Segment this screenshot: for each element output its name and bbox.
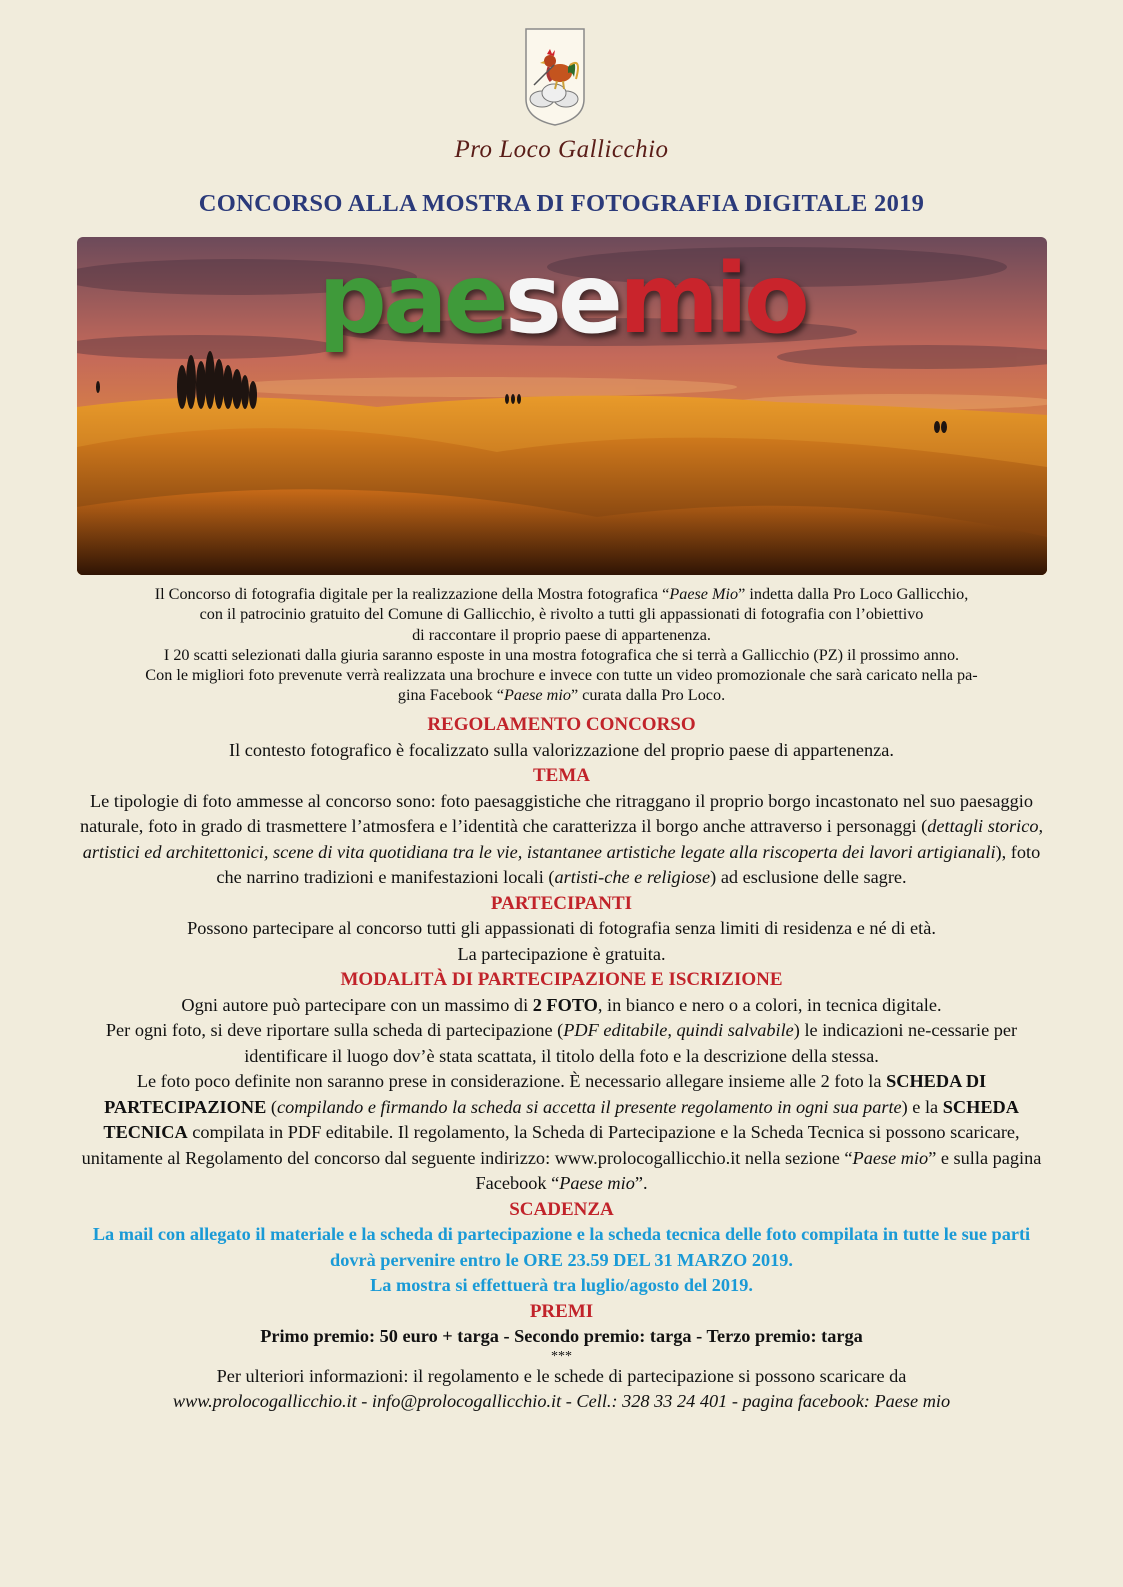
heading-scadenza: SCADENZA [509, 1198, 614, 1220]
contacts-line: www.prolocogallicchio.it - info@prolocogallicchio.it - Cell.: 328 33 24 401 - pagina facebook: Paese mio [172, 1391, 951, 1411]
separator-stars: *** [551, 1348, 572, 1364]
tema-text: Le tipologie di foto ammesse al concorso sono: foto paesaggistiche che ritraggano il proprio borgo incastonato nel suo paesaggio naturale, foto in grado di trasmettere l’atmosfera e l’identità che caratterizza il borgo anche attraverso i personaggi (dettagli storico, artistici ed architettonici, scene di vita quotidiana tra le vie, istantanee artistiche legate alla riscoperta dei lavori artigianali), foto che narrino tradizioni e manifestazioni locali (artisti-che e religiose) ad esclusione delle sagre. [79, 790, 1044, 887]
heading-modalita: MODALITÀ DI PARTECIPAZIONE E ISCRIZIONE [340, 969, 783, 990]
heading-tema: TEMA [533, 765, 590, 786]
banner-image [77, 237, 1047, 575]
more-info: Per ulteriori informazioni: il regolamento e le schede di partecipazione si possono scaricare da [216, 1365, 907, 1386]
prizes-line: Primo premio: 50 euro + targa - Secondo premio: targa - Terzo premio: targa [260, 1326, 863, 1346]
exhibition-dates: La mostra si effettuerà tra luglio/agosto del 2019. [370, 1275, 753, 1295]
coat-of-arms-logo [524, 27, 586, 127]
page-title: CONCORSO ALLA MOSTRA DI FOTOGRAFIA DIGITALE 2019 [198, 190, 925, 217]
brand-name: Pro Loco Gallicchio [454, 136, 669, 163]
rules-section: REGOLAMENTO CONCORSO Il contesto fotografico è focalizzato sulla valorizzazione del proprio paese di appartenenza. TEMA Le tipologie di foto ammesse al concorso sono: foto paesaggistiche che ritraggano il proprio borgo incastonato nel suo paesaggio naturale, foto in grado di trasmettere l’atmosfera e l’identità che caratterizza il borgo anche attraverso i personaggi (dettagli storico, artistici ed architettonici, scene di vita quotidiana tra le vie, istantanee artistiche legate alla riscoperta dei lavori artigianali), foto che narrino tradizioni e manifestazioni locali (artisti-che e religiose) ad esclusione delle sagre. PARTECIPANTI Possono partecipare al concorso tutti gli appassionati di fotografia senza limiti di residenza e né di età. La partecipazione è gratuita. MODALITÀ DI PARTECIPAZIONE E ISCRIZIONE Ogni autore può partecipare con un massimo di 2 FOTO, in bianco e nero o a colori, in tecnica digitale. Per ogni foto, si deve riportare sulla scheda di partecipazione (PDF editabile, quindi salvabile) le indicazioni ne-cessarie per identificare il luogo dov’è stata scattata, il titolo della foto e la descrizione della stessa. Le foto poco definite non saranno prese in considerazione. È necessario allegare insieme alle 2 foto la SCHEDA DI PARTECIPAZIONE (compilando e firmando la scheda si accetta il presente regolamento in ogni sua parte) e la SCHEDA TECNICA compilata in PDF editabile. Il regolamento, la Scheda di Partecipazione e la Scheda Tecnica si possono scaricare, unitamente al Regolamento del concorso dal seguente indirizzo: www.prolocogallicchio.it nella sezione “Paese mio” e sulla pagina Facebook “Paese mio”. SCADENZA La mail con allegato il materiale e la scheda di partecipazione e la scheda tecnica delle foto compilata in tutte le sue parti dovrà pervenire entro le ORE 23.59 DEL 31 MARZO 2019. La mostra si effettuerà tra luglio/agosto del 2019. PREMI Primo premio: 50 euro + targa - Secondo premio: targa - Terzo premio: targa *** Per ulteriori informazioni: il regolamento e le schede di partecipazione si possono scaricare da www.prolocogallicchio.it - info@prolocogallicchio.it - Cell.: 328 33 24 401 - pagina facebook: Paese mio [70, 712, 1053, 1415]
heading-premi: PREMI [529, 1300, 594, 1322]
paesemio-logo: paesemio [318, 243, 806, 355]
intro-paragraph: Il Concorso di fotografia digitale per la realizzazione della Mostra fotografica “Paese Mio” indetta dalla Pro Loco Gallicchio, con il patrocinio gratuito del Comune di Gallicchio, è rivolto a tutti gli appassionati di fotografia con l’obiettivo di raccontare il proprio paese di appartenenza. I 20 scatti selezionati dalla giuria saranno esposte in una mostra fotografica che si terrà a Gallicchio (PZ) il prossimo anno. Con le migliori foto prevenute verrà realizzata una brochure e invece con tutte un video promozionale che sarà caricato nella pa- gina Facebook “Paese mio” curata dalla Pro Loco. [145, 585, 978, 705]
heading-regolamento: REGOLAMENTO CONCORSO [427, 714, 696, 735]
heading-partecipanti: PARTECIPANTI [490, 892, 633, 914]
deadline-text: La mail con allegato il materiale e la scheda di partecipazione e la scheda tecnica delle foto compilata in tutte le sue parti dovrà pervenire entro le ORE 23.59 DEL 31 MARZO 2019. [92, 1224, 1031, 1270]
